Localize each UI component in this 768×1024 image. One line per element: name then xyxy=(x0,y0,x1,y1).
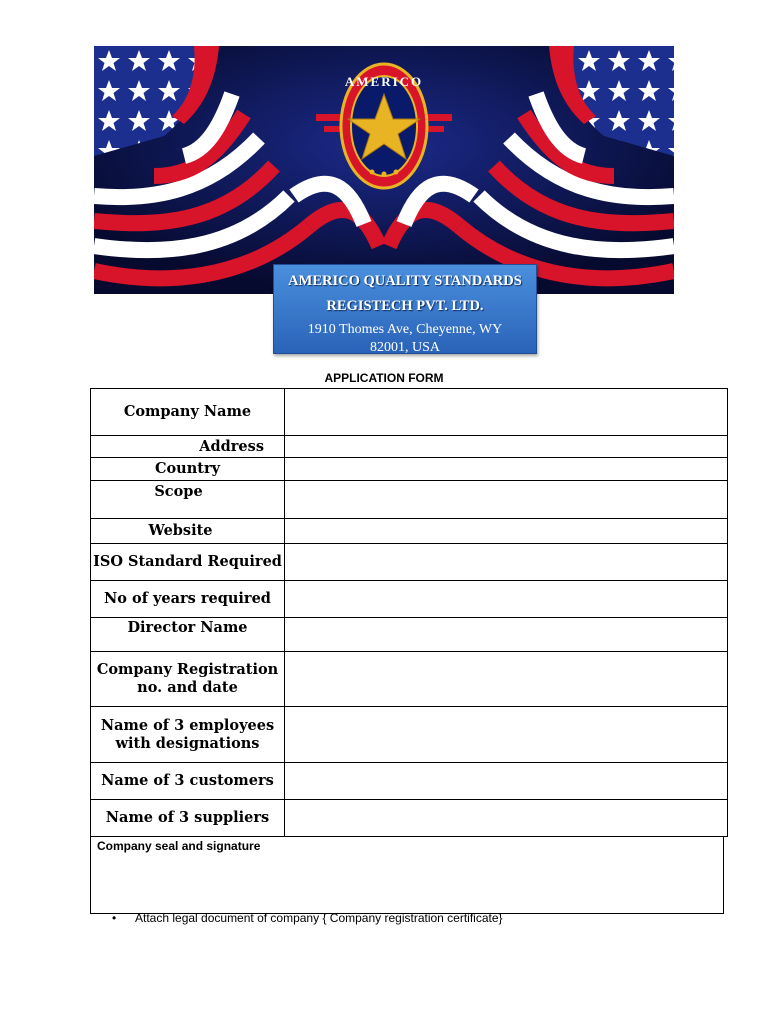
address-line2: 82001, USA xyxy=(369,340,440,355)
registration-field[interactable] xyxy=(285,652,728,707)
country-field[interactable] xyxy=(285,458,728,481)
form-row xyxy=(91,763,728,800)
field-label: Address xyxy=(91,436,285,458)
years-required-field[interactable] xyxy=(285,581,728,618)
field-label: Company Registration no. and date xyxy=(91,652,285,707)
customers-field[interactable] xyxy=(285,763,728,800)
field-label: Website xyxy=(91,519,285,544)
form-row xyxy=(91,436,728,458)
iso-standard-field[interactable] xyxy=(285,544,728,581)
field-label: Name of 3 customers xyxy=(91,763,285,800)
form-row xyxy=(91,581,728,618)
logo-text: AMERICO xyxy=(344,74,424,89)
field-label: Country xyxy=(91,458,285,481)
address-line1: 1910 Thomes Ave, Cheyenne, WY xyxy=(307,322,503,337)
field-label: Scope xyxy=(91,481,285,519)
form-row xyxy=(91,458,728,481)
application-form-table xyxy=(90,388,728,837)
form-row xyxy=(91,707,728,763)
seal-signature-box[interactable] xyxy=(90,836,724,914)
field-label: No of years required xyxy=(91,581,285,618)
header-banner xyxy=(94,46,674,294)
form-row xyxy=(91,652,728,707)
bullet-icon: • xyxy=(112,911,117,925)
field-label: Director Name xyxy=(91,618,285,652)
form-title: APPLICATION FORM xyxy=(324,371,444,385)
field-label: Name of 3 employees with designations xyxy=(91,707,285,763)
company-name-line2: REGISTECH PVT. LTD. xyxy=(326,298,484,314)
form-row xyxy=(91,481,728,519)
attachment-note xyxy=(112,911,503,925)
website-field[interactable] xyxy=(285,519,728,544)
director-name-field[interactable] xyxy=(285,618,728,652)
company-name-line1: AMERICO QUALITY STANDARDS xyxy=(288,273,522,289)
seal-label: Company seal and signature xyxy=(97,839,261,853)
attachment-note-text: Attach legal document of company { Company registration certificate} xyxy=(135,911,503,925)
employees-field[interactable] xyxy=(285,707,728,763)
form-row xyxy=(91,618,728,652)
suppliers-field[interactable] xyxy=(285,800,728,837)
scope-field[interactable] xyxy=(285,481,728,519)
form-row xyxy=(91,519,728,544)
field-label: Company Name xyxy=(91,389,285,436)
field-label: Name of 3 suppliers xyxy=(91,800,285,837)
form-row xyxy=(91,800,728,837)
form-row xyxy=(91,544,728,581)
company-address-box xyxy=(273,264,537,354)
form-row xyxy=(91,389,728,436)
field-label: ISO Standard Required xyxy=(91,544,285,581)
address-field[interactable] xyxy=(285,436,728,458)
company-name-field[interactable] xyxy=(285,389,728,436)
